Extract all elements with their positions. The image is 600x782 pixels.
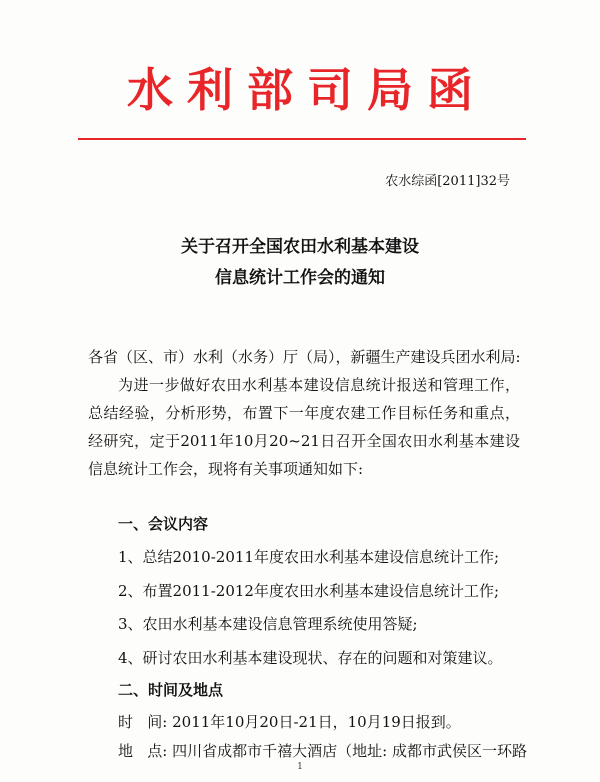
page-number: 1 <box>297 762 303 772</box>
section-1-item: 2、布置2011-2012年度农田水利基本建设信息统计工作; <box>118 582 500 600</box>
section-1-heading: 一、会议内容 <box>118 515 209 533</box>
letterhead-title: 水利部司局函 <box>127 63 487 117</box>
addressee: 各省（区、市）水利（水务）厅（局），新疆生产建设兵团水利局: <box>88 348 521 366</box>
section-1-item: 3、农田水利基本建设信息管理系统使用答疑; <box>118 615 418 633</box>
notice-title <box>0 232 600 294</box>
letterhead-red-rule <box>78 138 526 140</box>
meeting-time: 时 间: 2011年10月20日-21日，10月19日报到。 <box>118 713 461 731</box>
notice-title-line-1: 关于召开全国农田水利基本建设 <box>181 237 419 257</box>
section-2-heading: 二、时间及地点 <box>118 681 224 699</box>
section-1-item: 4、研讨农田水利基本建设现状、存在的问题和对策建议。 <box>118 649 503 667</box>
meeting-place: 地 点: 四川省成都市千禧大酒店（地址: 成都市武侯区一环路 <box>118 742 527 760</box>
document-number: 农水综函[2011]32号 <box>385 174 510 189</box>
notice-title-line-2: 信息统计工作会的通知 <box>215 268 385 288</box>
intro-paragraph: 为进一步做好农田水利基本建设信息统计报送和管理工作，总结经验，分析形势，布置下一年度农建工作目标任务和重点，经研究，定于2011年10月20~21日召开全国农田水利基本建设信息统计工作会，现将有关事项通知如下: <box>88 376 520 478</box>
section-1-item: 1、总结2010-2011年度农田水利基本建设信息统计工作; <box>118 548 500 566</box>
